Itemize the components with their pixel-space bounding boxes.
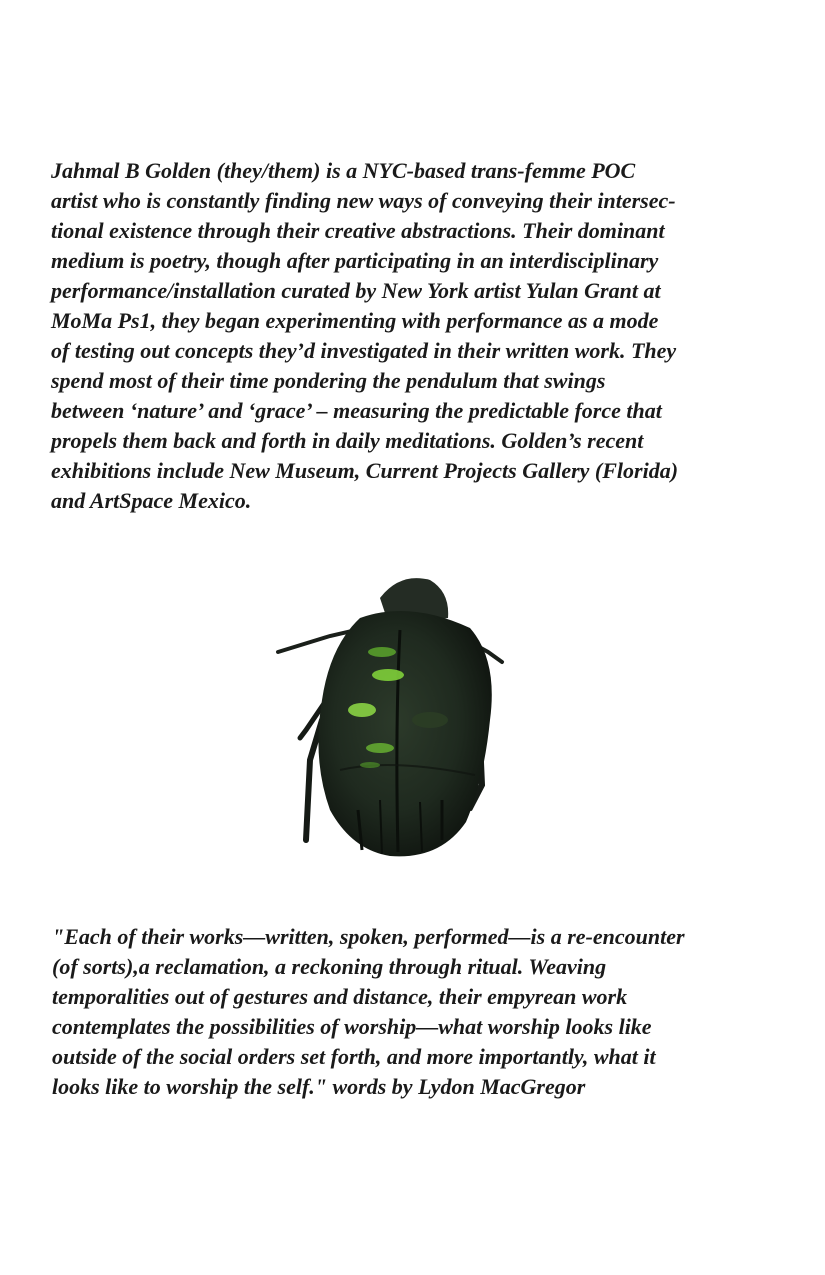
bio-line: MoMa Ps1, they began experimenting with performance as a mode xyxy=(51,308,659,333)
quote-line: looks like to worship the self." words by Lydon MacGregor xyxy=(52,1074,586,1099)
bio-line: and ArtSpace Mexico. xyxy=(51,488,252,513)
quote-line: "Each of their works—written, spoken, performed—is a re-encounter xyxy=(52,924,685,949)
bio-line: of testing out concepts they’d investigated in their written work. They xyxy=(51,338,677,363)
quote-line: contemplates the possibilities of worship—what worship looks like xyxy=(52,1014,652,1039)
bio-line: medium is poetry, though after participating in an interdisciplinary xyxy=(51,248,659,273)
quote-line: (of sorts),a reclamation, a reckoning through ritual. Weaving xyxy=(52,954,607,979)
bio-line: tional existence through their creative abstractions. Their dominant xyxy=(51,218,665,243)
beetle-image xyxy=(270,570,515,870)
bio-line: exhibitions include New Museum, Current Projects Gallery (Florida) xyxy=(51,458,679,483)
beetle-icon xyxy=(270,570,515,870)
quote-line: outside of the social orders set forth, and more importantly, what it xyxy=(52,1044,656,1069)
bio-line: artist who is constantly finding new ways of conveying their intersec- xyxy=(51,188,676,213)
bio-line: spend most of their time pondering the pendulum that swings xyxy=(51,368,606,393)
bio-line: performance/installation curated by New York artist Yulan Grant at xyxy=(51,278,661,303)
bio-line: between ‘nature’ and ‘grace’ – measuring the predictable force that xyxy=(51,398,662,423)
critic-quote xyxy=(52,922,782,1102)
quote-line: temporalities out of gestures and distance, their empyrean work xyxy=(52,984,628,1009)
artist-bio xyxy=(51,156,771,516)
bio-line: Jahmal B Golden (they/them) is a NYC-based trans-femme POC xyxy=(51,158,636,183)
bio-line: propels them back and forth in daily meditations. Golden’s recent xyxy=(51,428,644,453)
